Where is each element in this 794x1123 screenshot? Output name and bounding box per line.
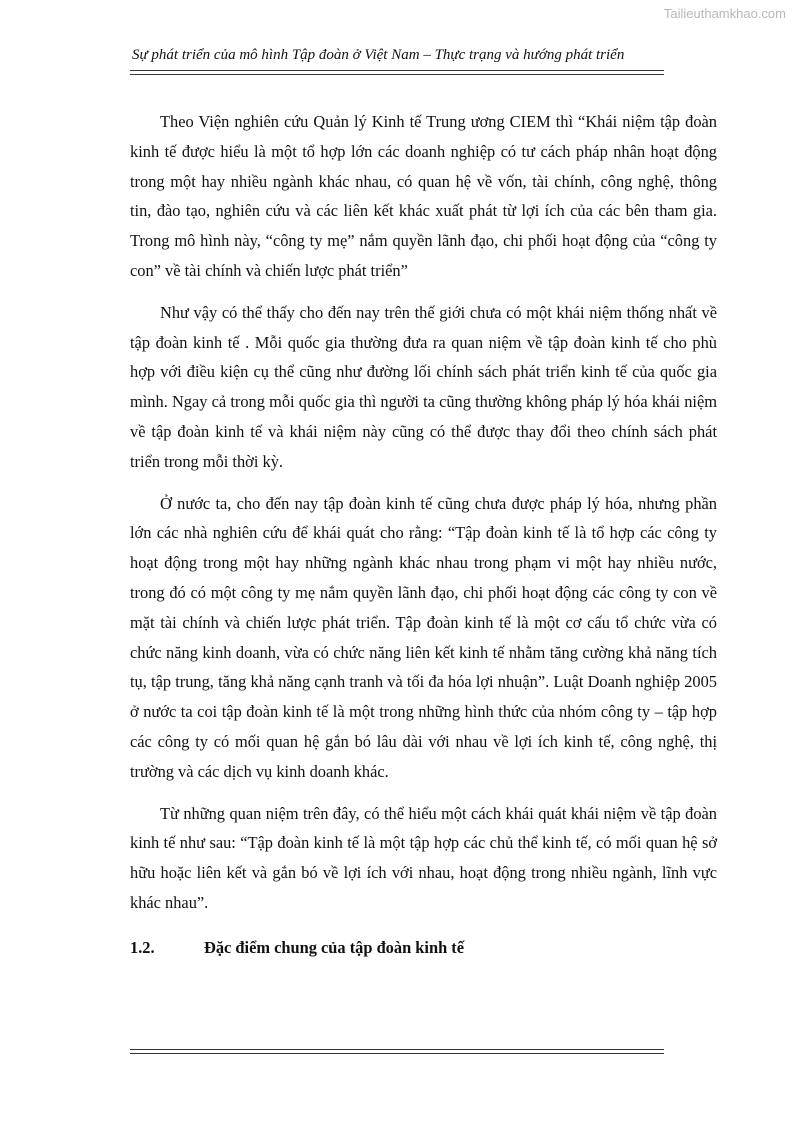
watermark: Tailieuthamkhao.com (663, 6, 786, 21)
page-body (130, 107, 717, 963)
section-title: Đặc điểm chung của tập đoàn kinh tế (204, 937, 465, 957)
paragraph-summary-definition: Từ những quan niệm trên đây, có thể hiểu một cách khái quát khái niệm về tập đoàn kinh tế như sau: “Tập đoàn kinh tế là một tập hợp các chủ thể kinh tế, có mối quan hệ sở hữu hoặc liên kết và gắn bó về lợi ích với nhau, hoạt động trong nhiều ngành, lĩnh vực khác nhau”. (130, 803, 717, 912)
paragraph-ciem-definition: Theo Viện nghiên cứu Quản lý Kinh tế Trung ương CIEM thì “Khái niệm tập đoàn kinh tế được hiểu là một tổ hợp lớn các doanh nghiệp có tư cách pháp nhân hoạt động trong một hay nhiều ngành khác nhau, có quan hệ về vốn, tài chính, công nghệ, thông tin, đào tạo, nghiên cứu và các liên kết khác xuất phát từ lợi ích của các bên tham gia. Trong mô hình này, “công ty mẹ” nắm quyền lãnh đạo, chi phối hoạt động của “công ty con” về tài chính và chiến lược phát triển” (130, 112, 717, 280)
section-heading (130, 933, 717, 963)
running-header: Sự phát triển của mô hình Tập đoàn ở Việt Nam – Thực trạng và hướng phát triển (132, 47, 625, 63)
header-rule (130, 70, 664, 75)
paragraph-no-unified-concept: Như vậy có thể thấy cho đến nay trên thế giới chưa có một khái niệm thống nhất về tập đoàn kinh tế . Mỗi quốc gia thường đưa ra quan niệm về tập đoàn kinh tế cho phù hợp với điều kiện cụ thể cũng như đường lối chính sách phát triển kinh tế của quốc gia mình. Ngay cả trong mỗi quốc gia thì người ta cũng thường không pháp lý hóa khái niệm về tập đoàn kinh tế và khái niệm này cũng có thể được thay đổi theo chính sách phát triển trong mỗi thời kỳ. (130, 302, 717, 471)
footer-rule (130, 1049, 664, 1054)
paragraph-vietnam-context: Ở nước ta, cho đến nay tập đoàn kinh tế cũng chưa được pháp lý hóa, nhưng phần lớn các nhà nghiên cứu để khái quát cho rằng: “Tập đoàn kinh tế là tổ hợp các công ty hoạt động trong một hay những ngành khác nhau trong phạm vi một hay nhiều nước, trong đó có một công ty mẹ nắm quyền lãnh đạo, chi phối hoạt động các công ty con về mặt tài chính và chiến lược phát triển. Tập đoàn kinh tế là một cơ cấu tổ chức vừa có chức năng kinh doanh, vừa có chức năng liên kết kinh tế nhằm tăng cường khả năng tích tụ, tập trung, tăng khả năng cạnh tranh và tối đa hóa lợi nhuận”. Luật Doanh nghiệp 2005 ở nước ta coi tập đoàn kinh tế là một trong những hình thức của nhóm công ty – tập hợp các công ty có mối quan hệ gắn bó lâu dài với nhau về lợi ích kinh tế, công nghệ, thị trường và các dịch vụ kinh doanh khác. (130, 493, 717, 781)
section-number: 1.2. (130, 937, 155, 957)
